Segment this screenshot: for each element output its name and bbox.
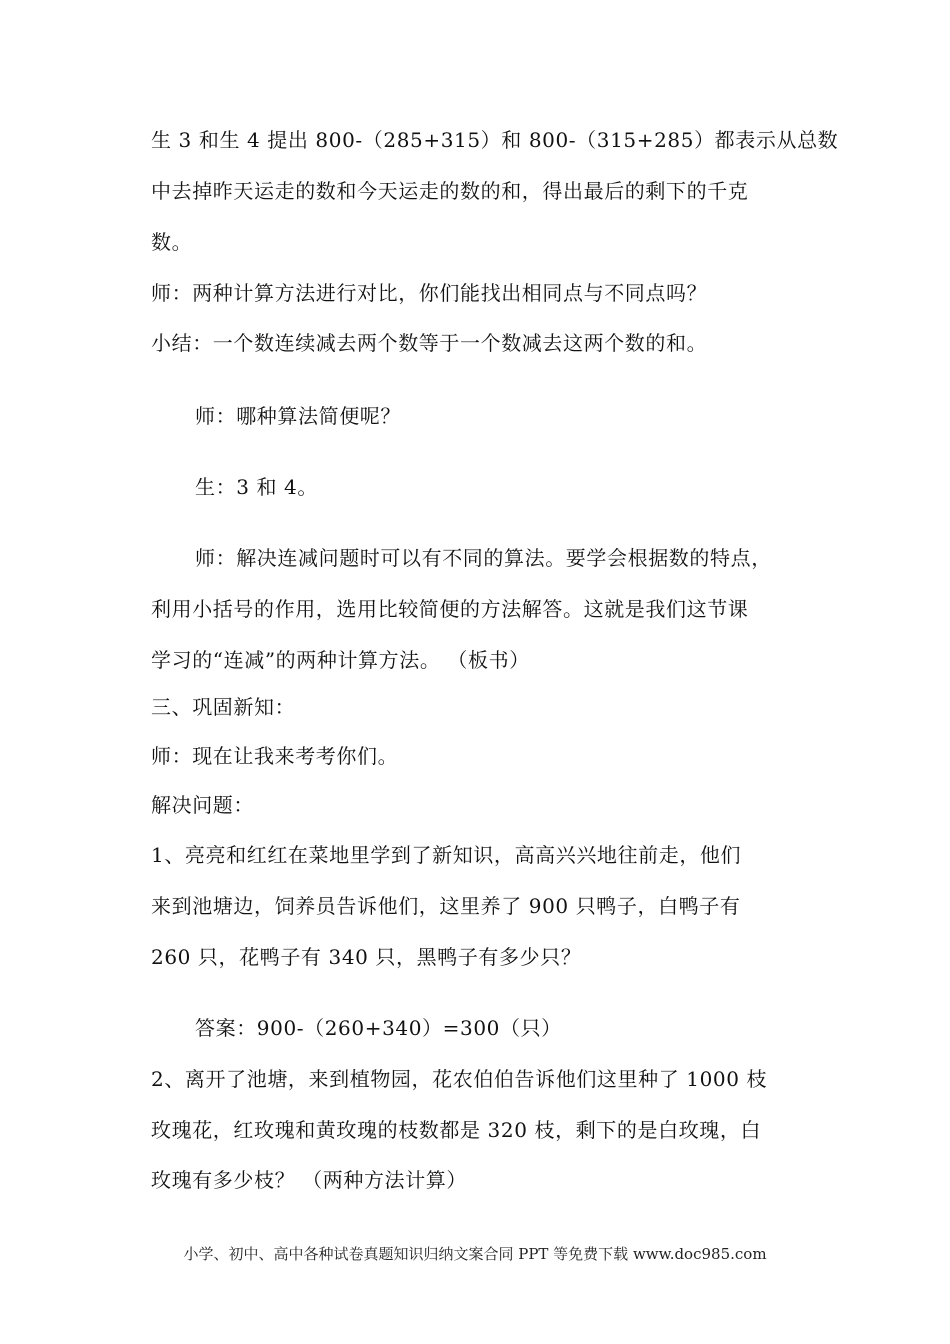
paragraph-line: 生 3 和生 4 提出 800-（285+315）和 800-（315+285）都表示从总数 <box>151 128 839 152</box>
paragraph-line: 中去掉昨天运走的数和今天运走的数的和，得出最后的剩下的千克 <box>151 179 749 203</box>
paragraph-line: 利用小括号的作用，选用比较简便的方法解答。这就是我们这节课 <box>151 597 749 621</box>
question-line: 玫瑰花，红玫瑰和黄玫瑰的枝数都是 320 枝，剩下的是白玫瑰，白 <box>151 1118 762 1142</box>
paragraph-line: 师：两种计算方法进行对比，你们能找出相同点与不同点吗？ <box>151 281 708 305</box>
question-line: 1、亮亮和红红在菜地里学到了新知识，高高兴兴地往前走，他们 <box>151 843 742 867</box>
paragraph-line: 师：解决连减问题时可以有不同的算法。要学会根据数的特点， <box>195 546 772 570</box>
paragraph-line: 师：现在让我来考考你们。 <box>151 744 399 768</box>
summary-line: 小结：一个数连续减去两个数等于一个数减去这两个数的和。 <box>151 331 708 355</box>
section-heading: 三、巩固新知： <box>151 695 296 719</box>
question-line: 2、离开了池塘，来到植物园，花农伯伯告诉他们这里种了 1000 枝 <box>151 1067 768 1091</box>
paragraph-line: 学习的“连减”的两种计算方法。 （板书） <box>151 648 530 672</box>
question-line: 260 只，花鸭子有 340 只，黑鸭子有多少只？ <box>151 945 582 969</box>
paragraph-line: 解决问题： <box>151 793 254 817</box>
page-footer: 小学、初中、高中各种试卷真题知识归纳文案合同 PPT 等免费下载 www.doc985.com <box>183 1245 767 1263</box>
question-line: 来到池塘边，饲养员告诉他们，这里养了 900 只鸭子，白鸭子有 <box>151 894 741 918</box>
question-line: 玫瑰有多少枝？ （两种方法计算） <box>151 1168 467 1192</box>
paragraph-line: 数。 <box>151 230 193 254</box>
answer-line: 答案：900-（260+340）=300（只） <box>195 1016 562 1040</box>
paragraph-line: 师：哪种算法简便呢？ <box>195 404 401 428</box>
paragraph-line: 生：3 和 4。 <box>195 475 318 499</box>
